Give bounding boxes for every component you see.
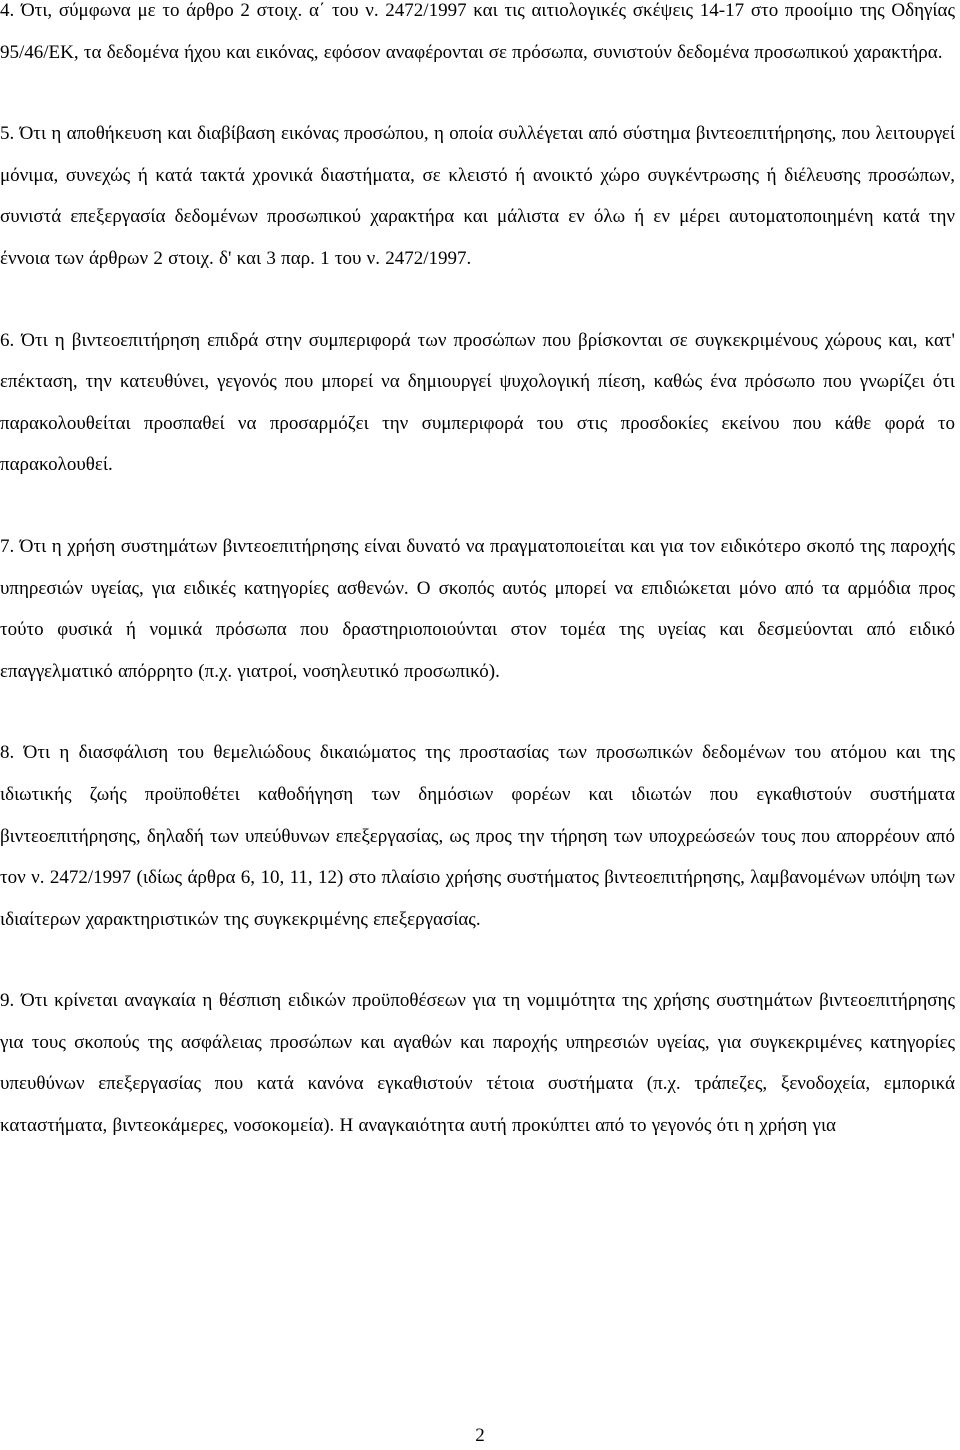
page-number: 2 xyxy=(475,1425,485,1446)
paragraph-9: 9. Ότι κρίνεται αναγκαία η θέσπιση ειδικών προϋποθέσεων για τη νομιμότητα της χρήσης συστημάτων βιντεοεπιτήρησης για τους σκοπούς της ασφάλειας προσώπων και αγαθών και παροχής υπηρεσιών υγείας, για συγκεκριμένες κατηγορίες υπευθύνων επεξεργασίας που κατά κανόνα εγκαθιστούν τέτοια συστήματα (π.χ. τράπεζες, ξενοδοχεία, εμπορικά καταστήματα, βιντεοκάμερες, νοσοκομεία). Η αναγκαιότητα αυτή προκύπτει από το γεγονός ότι η χρήση για xyxy=(0,990,955,1137)
paragraph-8: 8. Ότι η διασφάλιση του θεμελιώδους δικαιώματος της προστασίας των προσωπικών δεδομένων του ατόμου και της ιδιωτικής ζωής προϋποθέτει καθοδήγηση των δημόσιων φορέων και ιδιωτών που εγκαθιστούν συστήματα βιντεοεπιτήρησης, δηλαδή των υπεύθυνων επεξεργασίας, ως προς την τήρηση των υποχρεώσεών τους που απορρέουν από τον ν. 2472/1997 (ιδίως άρθρα 6, 10, 11, 12) στο πλαίσιο χρήσης συστήματος βιντεοεπιτήρησης, λαμβανομένων υπόψη των ιδιαίτερων χαρακτηριστικών της συγκεκριμένης επεξεργασίας. xyxy=(0,742,955,930)
paragraph-4: 4. Ότι, σύμφωνα με το άρθρο 2 στοιχ. α΄ του ν. 2472/1997 και τις αιτιολογικές σκέψεις 14-17 στο προοίμιο της Οδηγίας 95/46/ΕΚ, τα δεδομένα ήχου και εικόνας, εφόσον αναφέρονται σε πρόσωπα, συνιστούν δεδομένα προσωπικού χαρακτήρα. xyxy=(0,0,955,63)
paragraph-5: 5. Ότι η αποθήκευση και διαβίβαση εικόνας προσώπου, η οποία συλλέγεται από σύστημα βιντεοεπιτήρησης, που λειτουργεί μόνιμα, συνεχώς ή κατά τακτά χρονικά διαστήματα, σε κλειστό ή ανοικτό χώρο συγκέντρωσης ή διέλευσης προσώπων, συνιστά επεξεργασία δεδομένων προσωπικού χαρακτήρα και μάλιστα εν όλω ή εν μέρει αυτοματοποιημένη κατά την έννοια των άρθρων 2 στοιχ. δ' και 3 παρ. 1 του ν. 2472/1997. xyxy=(0,123,955,269)
paragraph-6: 6. Ότι η βιντεοεπιτήρηση επιδρά στην συμπεριφορά των προσώπων που βρίσκονται σε συγκεκριμένους χώρους και, κατ' επέκταση, την κατευθύνει, γεγονός που μπορεί να δημιουργεί ψυχολογική πίεση, καθώς ένα πρόσωπο που γνωρίζει ότι παρακολουθείται προσπαθεί να προσαρμόζει την συμπεριφορά του στις προσδοκίες εκείνου που κάθε φορά το παρακολουθεί. xyxy=(0,329,955,476)
paragraph-7: 7. Ότι η χρήση συστημάτων βιντεοεπιτήρησης είναι δυνατό να πραγματοποιείται και για τον ειδικότερο σκοπό της παροχής υπηρεσιών υγείας, για ειδικές κατηγορίες ασθενών. Ο σκοπός αυτός μπορεί να επιδιώκεται μόνο από τα αρμόδια προς τούτο φυσικά ή νομικά πρόσωπα που δραστηριοποιούνται στον τομέα της υγείας και δεσμεύονται από ειδικό επαγγελματικό απόρρητο (π.χ. γιατροί, νοσηλευτικό προσωπικό). xyxy=(0,535,955,682)
